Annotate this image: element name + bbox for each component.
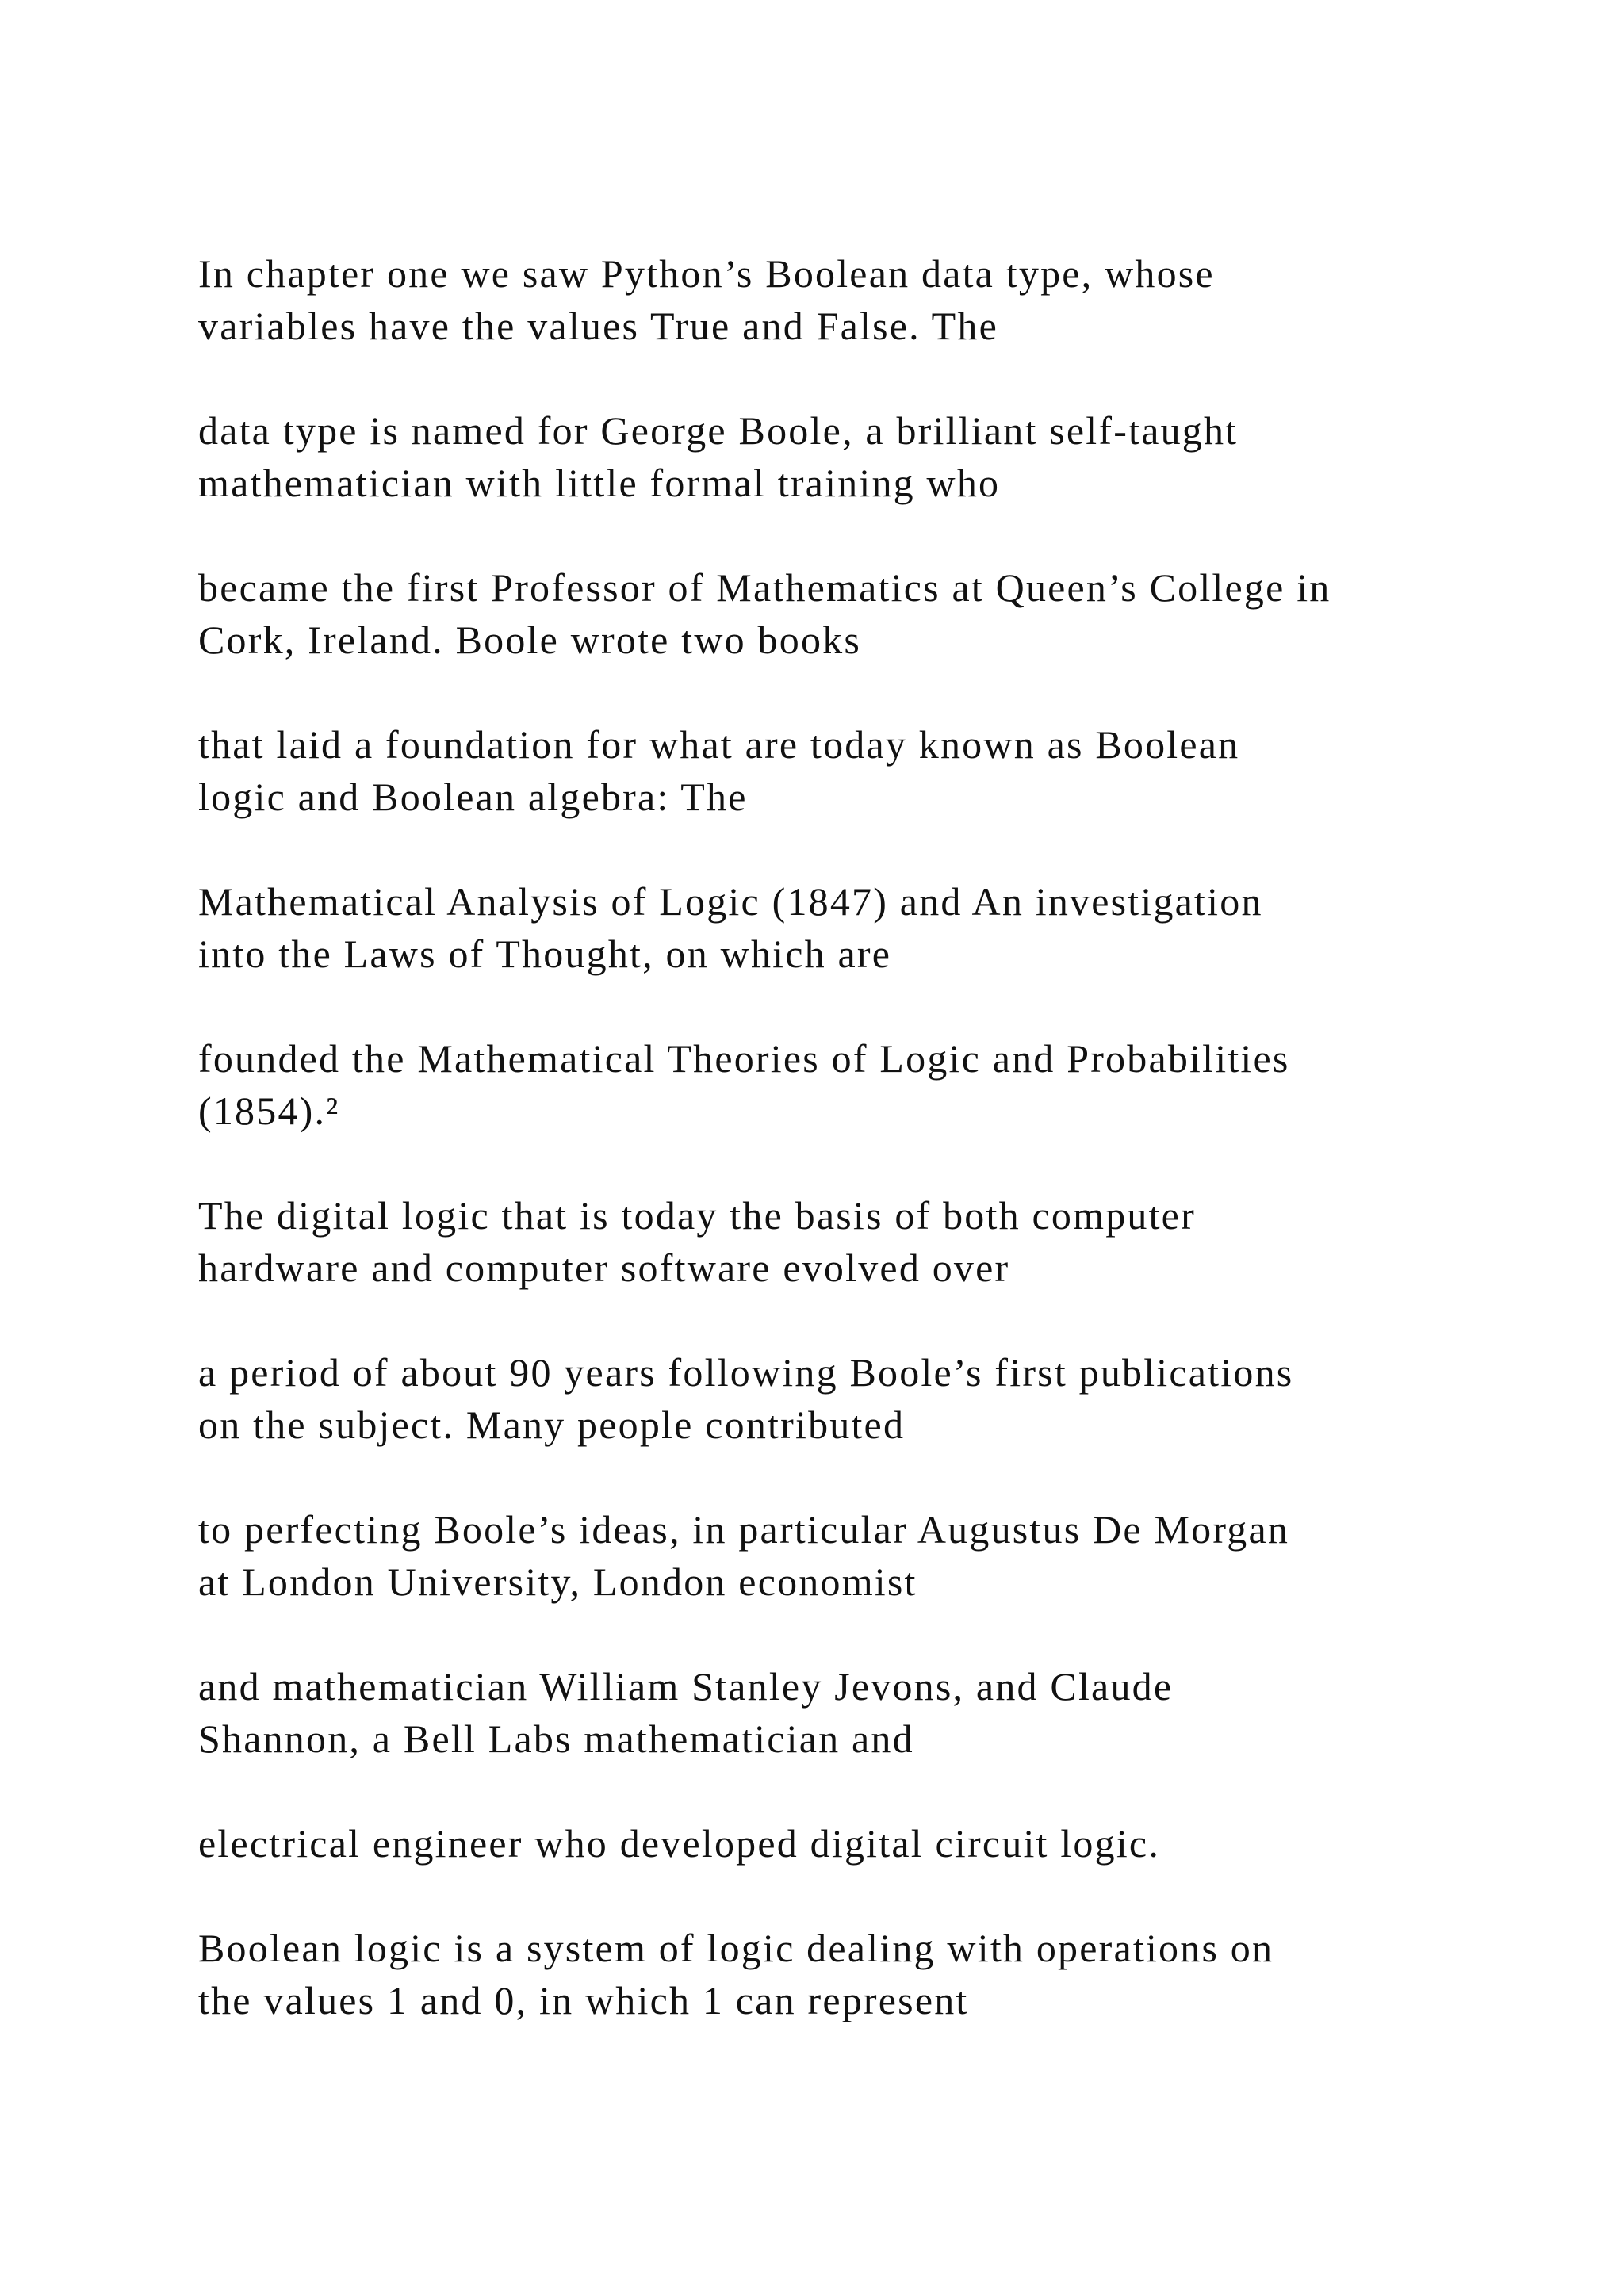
text-line: electrical engineer who developed digital circuit logic. <box>198 1821 1161 1866</box>
document-body <box>198 247 1499 2079</box>
text-line: In chapter one we saw Python’s Boolean data type, whose <box>198 251 1215 296</box>
paragraph <box>198 247 1499 352</box>
paragraph <box>198 718 1499 823</box>
text-line: founded the Mathematical Theories of Logic and Probabilities <box>198 1036 1290 1081</box>
text-line: the values 1 and 0, in which 1 can represent <box>198 1978 969 2022</box>
text-line: Shannon, a Bell Labs mathematician and <box>198 1716 914 1761</box>
text-line: Cork, Ireland. Boole wrote two books <box>198 618 862 662</box>
paragraph <box>198 1817 1499 1869</box>
text-line: variables have the values True and False. The <box>198 304 998 348</box>
text-line: hardware and computer software evolved over <box>198 1246 1010 1290</box>
text-line: mathematician with little formal training who <box>198 461 1001 505</box>
paragraph <box>198 1503 1499 1608</box>
paragraph <box>198 561 1499 666</box>
paragraph <box>198 1189 1499 1294</box>
paragraph <box>198 1660 1499 1765</box>
text-line: to perfecting Boole’s ideas, in particular Augustus De Morgan <box>198 1507 1290 1552</box>
paragraph <box>198 1346 1499 1451</box>
text-line: Boolean logic is a system of logic dealing with operations on <box>198 1926 1274 1970</box>
text-line: logic and Boolean algebra: The <box>198 775 748 819</box>
text-line: and mathematician William Stanley Jevons, and Claude <box>198 1664 1174 1709</box>
text-line: became the first Professor of Mathematics at Queen’s College in <box>198 565 1331 610</box>
text-line: Mathematical Analysis of Logic (1847) and An investigation <box>198 879 1263 924</box>
text-line: (1854).² <box>198 1089 340 1133</box>
text-line: that laid a foundation for what are today known as Boolean <box>198 722 1240 767</box>
paragraph <box>198 1922 1499 2026</box>
paragraph <box>198 875 1499 980</box>
paragraph <box>198 404 1499 509</box>
text-line: into the Laws of Thought, on which are <box>198 932 892 976</box>
text-line: at London University, London economist <box>198 1559 917 1604</box>
text-line: a period of about 90 years following Boole’s first publications <box>198 1350 1294 1395</box>
text-line: on the subject. Many people contributed <box>198 1402 906 1447</box>
text-line: The digital logic that is today the basis of both computer <box>198 1193 1196 1238</box>
paragraph <box>198 1032 1499 1137</box>
text-line: data type is named for George Boole, a brilliant self-taught <box>198 408 1239 453</box>
